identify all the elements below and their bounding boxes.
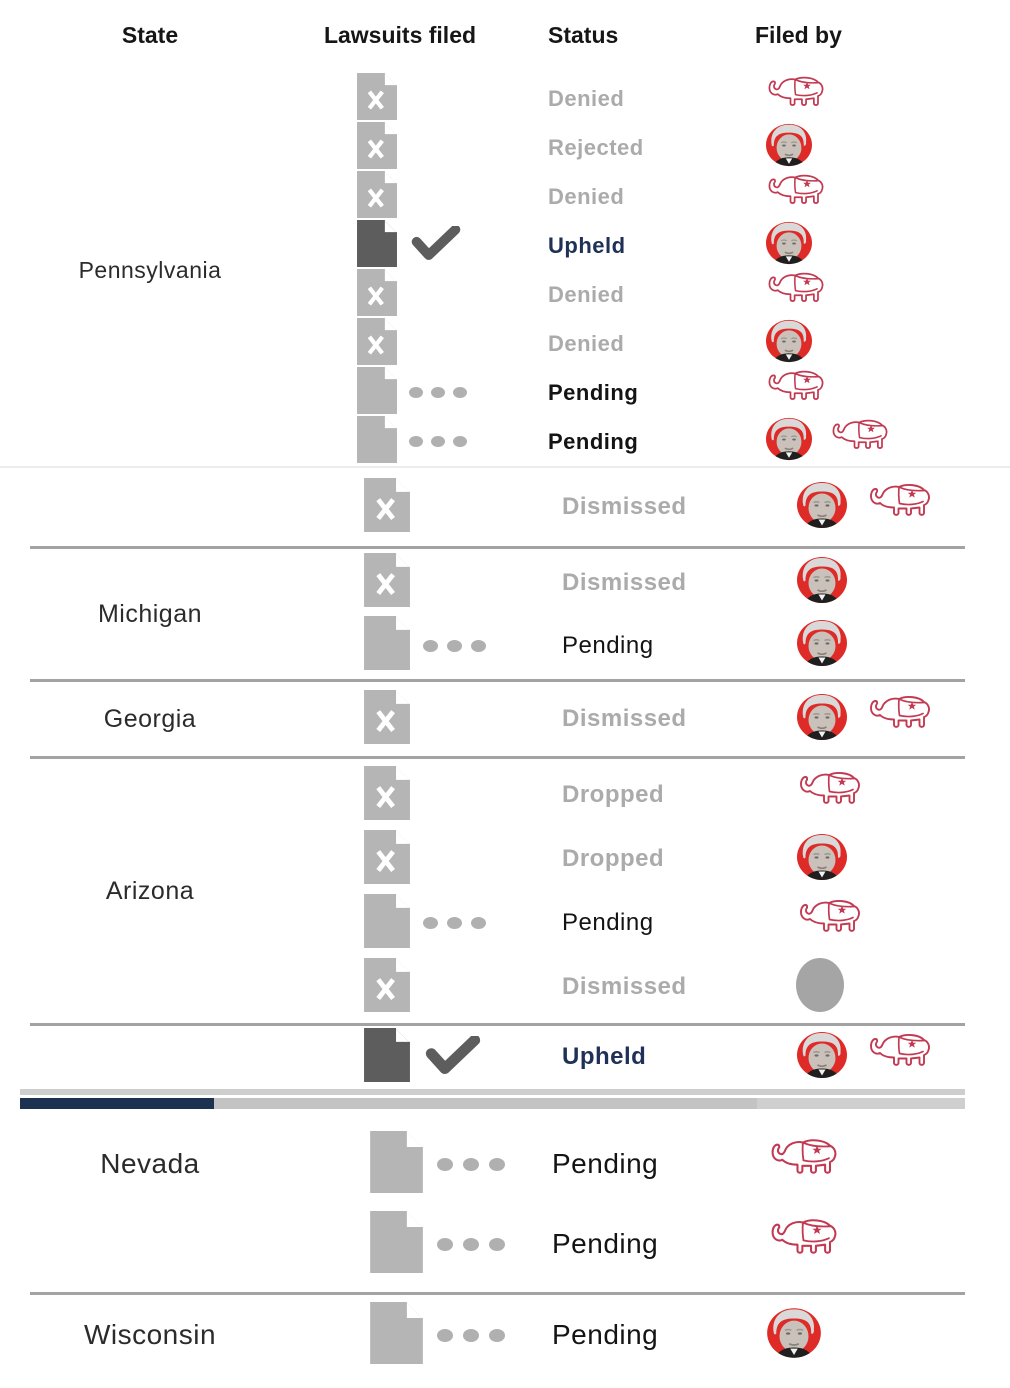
dot xyxy=(423,640,438,652)
pending-dots-icon xyxy=(409,436,467,447)
state-label: Wisconsin xyxy=(83,1319,217,1350)
trump-icon xyxy=(795,832,849,887)
status-cell xyxy=(500,973,715,1001)
lawsuit-cell xyxy=(300,1028,500,1087)
filed-by-cell xyxy=(715,897,1010,950)
state-label: Nevada xyxy=(100,1148,200,1179)
dot xyxy=(471,640,486,652)
lawsuit-cell xyxy=(300,220,500,272)
table-row xyxy=(300,614,1010,677)
table-row xyxy=(300,319,1010,368)
rows xyxy=(300,685,1010,753)
column-header-status: Status xyxy=(548,21,619,48)
state-cell xyxy=(0,1028,300,1086)
status-cell xyxy=(500,845,715,873)
lawsuit-cell xyxy=(300,616,500,675)
rows xyxy=(300,551,1010,677)
gop-elephant-icon xyxy=(865,1031,935,1084)
table-row xyxy=(300,891,1010,955)
document-icon xyxy=(362,616,412,675)
status-cell xyxy=(500,86,715,112)
document-check-icon xyxy=(355,220,399,272)
status-cell xyxy=(500,493,715,521)
lawsuit-cell xyxy=(300,1211,500,1278)
dot xyxy=(431,387,445,398)
table-row xyxy=(300,474,1010,540)
status-cell xyxy=(500,632,715,660)
table-row xyxy=(300,74,1010,123)
state-cell xyxy=(0,1295,300,1375)
dot xyxy=(453,387,467,398)
dot xyxy=(423,917,438,929)
table-row xyxy=(300,417,1010,466)
table-row xyxy=(300,955,1010,1019)
lawsuit-cell xyxy=(300,269,500,321)
filed-by-cell xyxy=(715,172,1010,221)
trump-icon xyxy=(795,618,849,673)
state-label: Michigan xyxy=(97,599,203,628)
trump-icon xyxy=(795,480,849,535)
filed-by-cell xyxy=(715,74,1010,123)
state-label: Pennsylvania xyxy=(78,256,222,283)
document-x-icon xyxy=(362,690,412,749)
status-label: Upheld xyxy=(562,1043,647,1070)
lawsuit-cell xyxy=(300,73,500,125)
unknown-filer-icon xyxy=(795,957,845,1018)
rows xyxy=(300,1295,1010,1375)
status-cell xyxy=(500,184,715,210)
status-cell xyxy=(500,1228,715,1260)
gop-elephant-icon xyxy=(865,481,935,534)
document-icon xyxy=(368,1131,425,1198)
table-row xyxy=(300,368,1010,417)
trump-icon xyxy=(764,122,814,173)
gop-elephant-icon xyxy=(795,897,865,950)
checkmark-icon xyxy=(412,1036,481,1079)
status-label: Dismissed xyxy=(562,568,687,596)
column-header-state: State xyxy=(121,21,179,48)
lawsuit-cell xyxy=(300,318,500,370)
status-label: Dropped xyxy=(562,845,665,872)
state-section-michigan xyxy=(0,549,1010,679)
lawsuit-cell xyxy=(300,122,500,174)
status-label: Upheld xyxy=(548,232,626,258)
pending-dots-icon xyxy=(423,640,486,652)
status-cell xyxy=(500,135,715,161)
table-row xyxy=(300,685,1010,753)
table-row xyxy=(300,1028,1010,1086)
dot xyxy=(447,640,462,652)
document-x-icon xyxy=(355,73,399,125)
document-x-icon xyxy=(355,269,399,321)
state-section-arizona xyxy=(0,759,1010,1023)
table-row xyxy=(300,1124,1010,1204)
state-cell xyxy=(0,474,300,540)
table-row xyxy=(300,827,1010,891)
status-cell xyxy=(500,233,715,259)
trump-icon xyxy=(764,416,814,467)
status-label: Denied xyxy=(548,183,625,209)
table-header xyxy=(0,0,1010,70)
lawsuit-cell xyxy=(300,894,500,953)
state-cell xyxy=(0,685,300,753)
dot xyxy=(471,917,486,929)
trump-icon xyxy=(795,692,849,747)
rows xyxy=(300,1028,1010,1086)
status-cell xyxy=(500,1043,715,1071)
document-icon xyxy=(368,1211,425,1278)
state-cell xyxy=(0,74,300,466)
dot xyxy=(463,1238,479,1251)
status-cell xyxy=(500,380,715,406)
filed-by-cell xyxy=(715,618,1010,673)
lawsuit-cell xyxy=(300,830,500,889)
state-section-georgia xyxy=(0,682,1010,756)
gop-elephant-icon xyxy=(765,1216,843,1273)
document-x-icon xyxy=(362,830,412,889)
status-label: Pending xyxy=(552,1148,659,1179)
status-label: Dismissed xyxy=(562,493,687,520)
state-section-lone-upheld xyxy=(0,1026,1010,1087)
pending-dots-icon xyxy=(409,387,467,398)
state-label: Georgia xyxy=(103,704,197,733)
status-label: Pending xyxy=(548,428,639,454)
status-label: Rejected xyxy=(548,134,644,160)
lawsuit-cell xyxy=(300,171,500,223)
filed-by-cell xyxy=(715,368,1010,417)
scrollbar xyxy=(20,1089,965,1109)
pending-dots-icon xyxy=(423,917,486,929)
status-label: Pending xyxy=(562,631,654,659)
scrollbar-track xyxy=(20,1098,965,1109)
status-label: Dismissed xyxy=(562,705,687,732)
lawsuit-cell xyxy=(300,690,500,749)
filed-by-cell xyxy=(715,318,1010,369)
status-cell xyxy=(500,1319,715,1351)
lawsuit-cell xyxy=(300,1131,500,1198)
status-cell xyxy=(500,429,715,455)
gop-elephant-icon xyxy=(764,172,828,221)
trump-icon xyxy=(795,1030,849,1085)
checkmark-icon xyxy=(399,226,461,265)
filed-by-cell xyxy=(715,480,1010,535)
filed-by-cell xyxy=(715,1136,1010,1193)
document-x-icon xyxy=(362,958,412,1017)
table-row xyxy=(300,763,1010,827)
scrollbar-track xyxy=(20,1089,965,1095)
rows xyxy=(300,474,1010,540)
gop-elephant-icon xyxy=(764,74,828,123)
dot xyxy=(447,917,462,929)
trump-icon xyxy=(764,220,814,271)
filed-by-cell xyxy=(715,1216,1010,1273)
table-row xyxy=(300,172,1010,221)
dot xyxy=(437,1329,453,1342)
filed-by-cell xyxy=(715,416,1010,467)
table-row xyxy=(300,123,1010,172)
state-cell xyxy=(0,763,300,1019)
document-x-icon xyxy=(355,171,399,223)
rows xyxy=(300,1124,1010,1284)
column-header-filed-by: Filed by xyxy=(755,21,842,48)
document-x-icon xyxy=(362,553,412,612)
rows xyxy=(300,74,1010,466)
filed-by-cell xyxy=(715,692,1010,747)
status-label: Denied xyxy=(548,281,625,307)
dot xyxy=(453,436,467,447)
status-label: Pending xyxy=(548,379,639,405)
lawsuit-cell xyxy=(300,958,500,1017)
filed-by-cell xyxy=(715,122,1010,173)
status-label: Dropped xyxy=(562,781,665,808)
document-icon xyxy=(362,894,412,953)
table-row xyxy=(300,551,1010,614)
status-cell xyxy=(500,331,715,357)
lawsuit-cell xyxy=(300,367,500,419)
status-cell xyxy=(500,705,715,733)
document-x-icon xyxy=(362,478,412,537)
status-cell xyxy=(500,1148,715,1180)
document-x-icon xyxy=(355,318,399,370)
table-row xyxy=(300,1204,1010,1284)
dot xyxy=(431,436,445,447)
status-label: Dismissed xyxy=(562,973,687,1000)
lawsuits-table xyxy=(0,70,1010,1375)
table-row xyxy=(300,1295,1010,1375)
rows xyxy=(300,763,1010,1019)
trump-icon xyxy=(764,318,814,369)
gop-elephant-icon xyxy=(764,270,828,319)
lawsuit-cell xyxy=(300,766,500,825)
dot xyxy=(437,1238,453,1251)
document-x-icon xyxy=(355,122,399,174)
state-cell xyxy=(0,1124,300,1284)
status-cell xyxy=(500,282,715,308)
status-cell xyxy=(500,569,715,597)
filed-by-cell xyxy=(715,769,1010,822)
dot xyxy=(437,1158,453,1171)
pending-dots-icon xyxy=(437,1158,505,1171)
dot xyxy=(409,387,423,398)
state-section-nevada xyxy=(0,1109,1010,1292)
lawsuit-cell xyxy=(300,478,500,537)
lawsuit-cell xyxy=(300,553,500,612)
status-cell xyxy=(500,909,715,937)
table-row xyxy=(300,270,1010,319)
document-icon xyxy=(355,416,399,468)
table-row xyxy=(300,221,1010,270)
filed-by-cell xyxy=(715,555,1010,610)
state-label: Arizona xyxy=(105,876,195,905)
gop-elephant-icon xyxy=(828,417,892,466)
filed-by-cell xyxy=(715,1030,1010,1085)
document-x-icon xyxy=(362,766,412,825)
gop-elephant-icon xyxy=(764,368,828,417)
status-label: Pending xyxy=(552,1319,659,1350)
document-icon xyxy=(355,367,399,419)
dot xyxy=(409,436,423,447)
state-section-pennsylvania xyxy=(0,70,1010,466)
gop-elephant-icon xyxy=(795,769,865,822)
column-header-lawsuits: Lawsuits filed xyxy=(323,21,477,48)
document-icon xyxy=(368,1302,425,1369)
status-label: Pending xyxy=(552,1228,659,1259)
filed-by-cell xyxy=(715,957,1010,1018)
filed-by-cell xyxy=(715,1306,1010,1365)
filed-by-cell xyxy=(715,220,1010,271)
lawsuit-cell xyxy=(300,1302,500,1369)
trump-icon xyxy=(795,555,849,610)
dot xyxy=(463,1329,479,1342)
filed-by-cell xyxy=(715,832,1010,887)
document-check-icon xyxy=(362,1028,412,1087)
gop-elephant-icon xyxy=(765,1136,843,1193)
scrollbar-thumb[interactable] xyxy=(20,1098,214,1109)
trump-icon xyxy=(765,1306,823,1365)
status-cell xyxy=(500,781,715,809)
state-section-lone-dismissed xyxy=(0,468,1010,546)
dot xyxy=(463,1158,479,1171)
pending-dots-icon xyxy=(437,1238,505,1251)
gop-elephant-icon xyxy=(865,693,935,746)
state-cell xyxy=(0,551,300,677)
state-section-wisconsin xyxy=(0,1295,1010,1375)
pending-dots-icon xyxy=(437,1329,505,1342)
filed-by-cell xyxy=(715,270,1010,319)
status-label: Pending xyxy=(562,909,654,936)
status-label: Denied xyxy=(548,330,625,356)
lawsuit-cell xyxy=(300,416,500,468)
status-label: Denied xyxy=(548,85,625,111)
